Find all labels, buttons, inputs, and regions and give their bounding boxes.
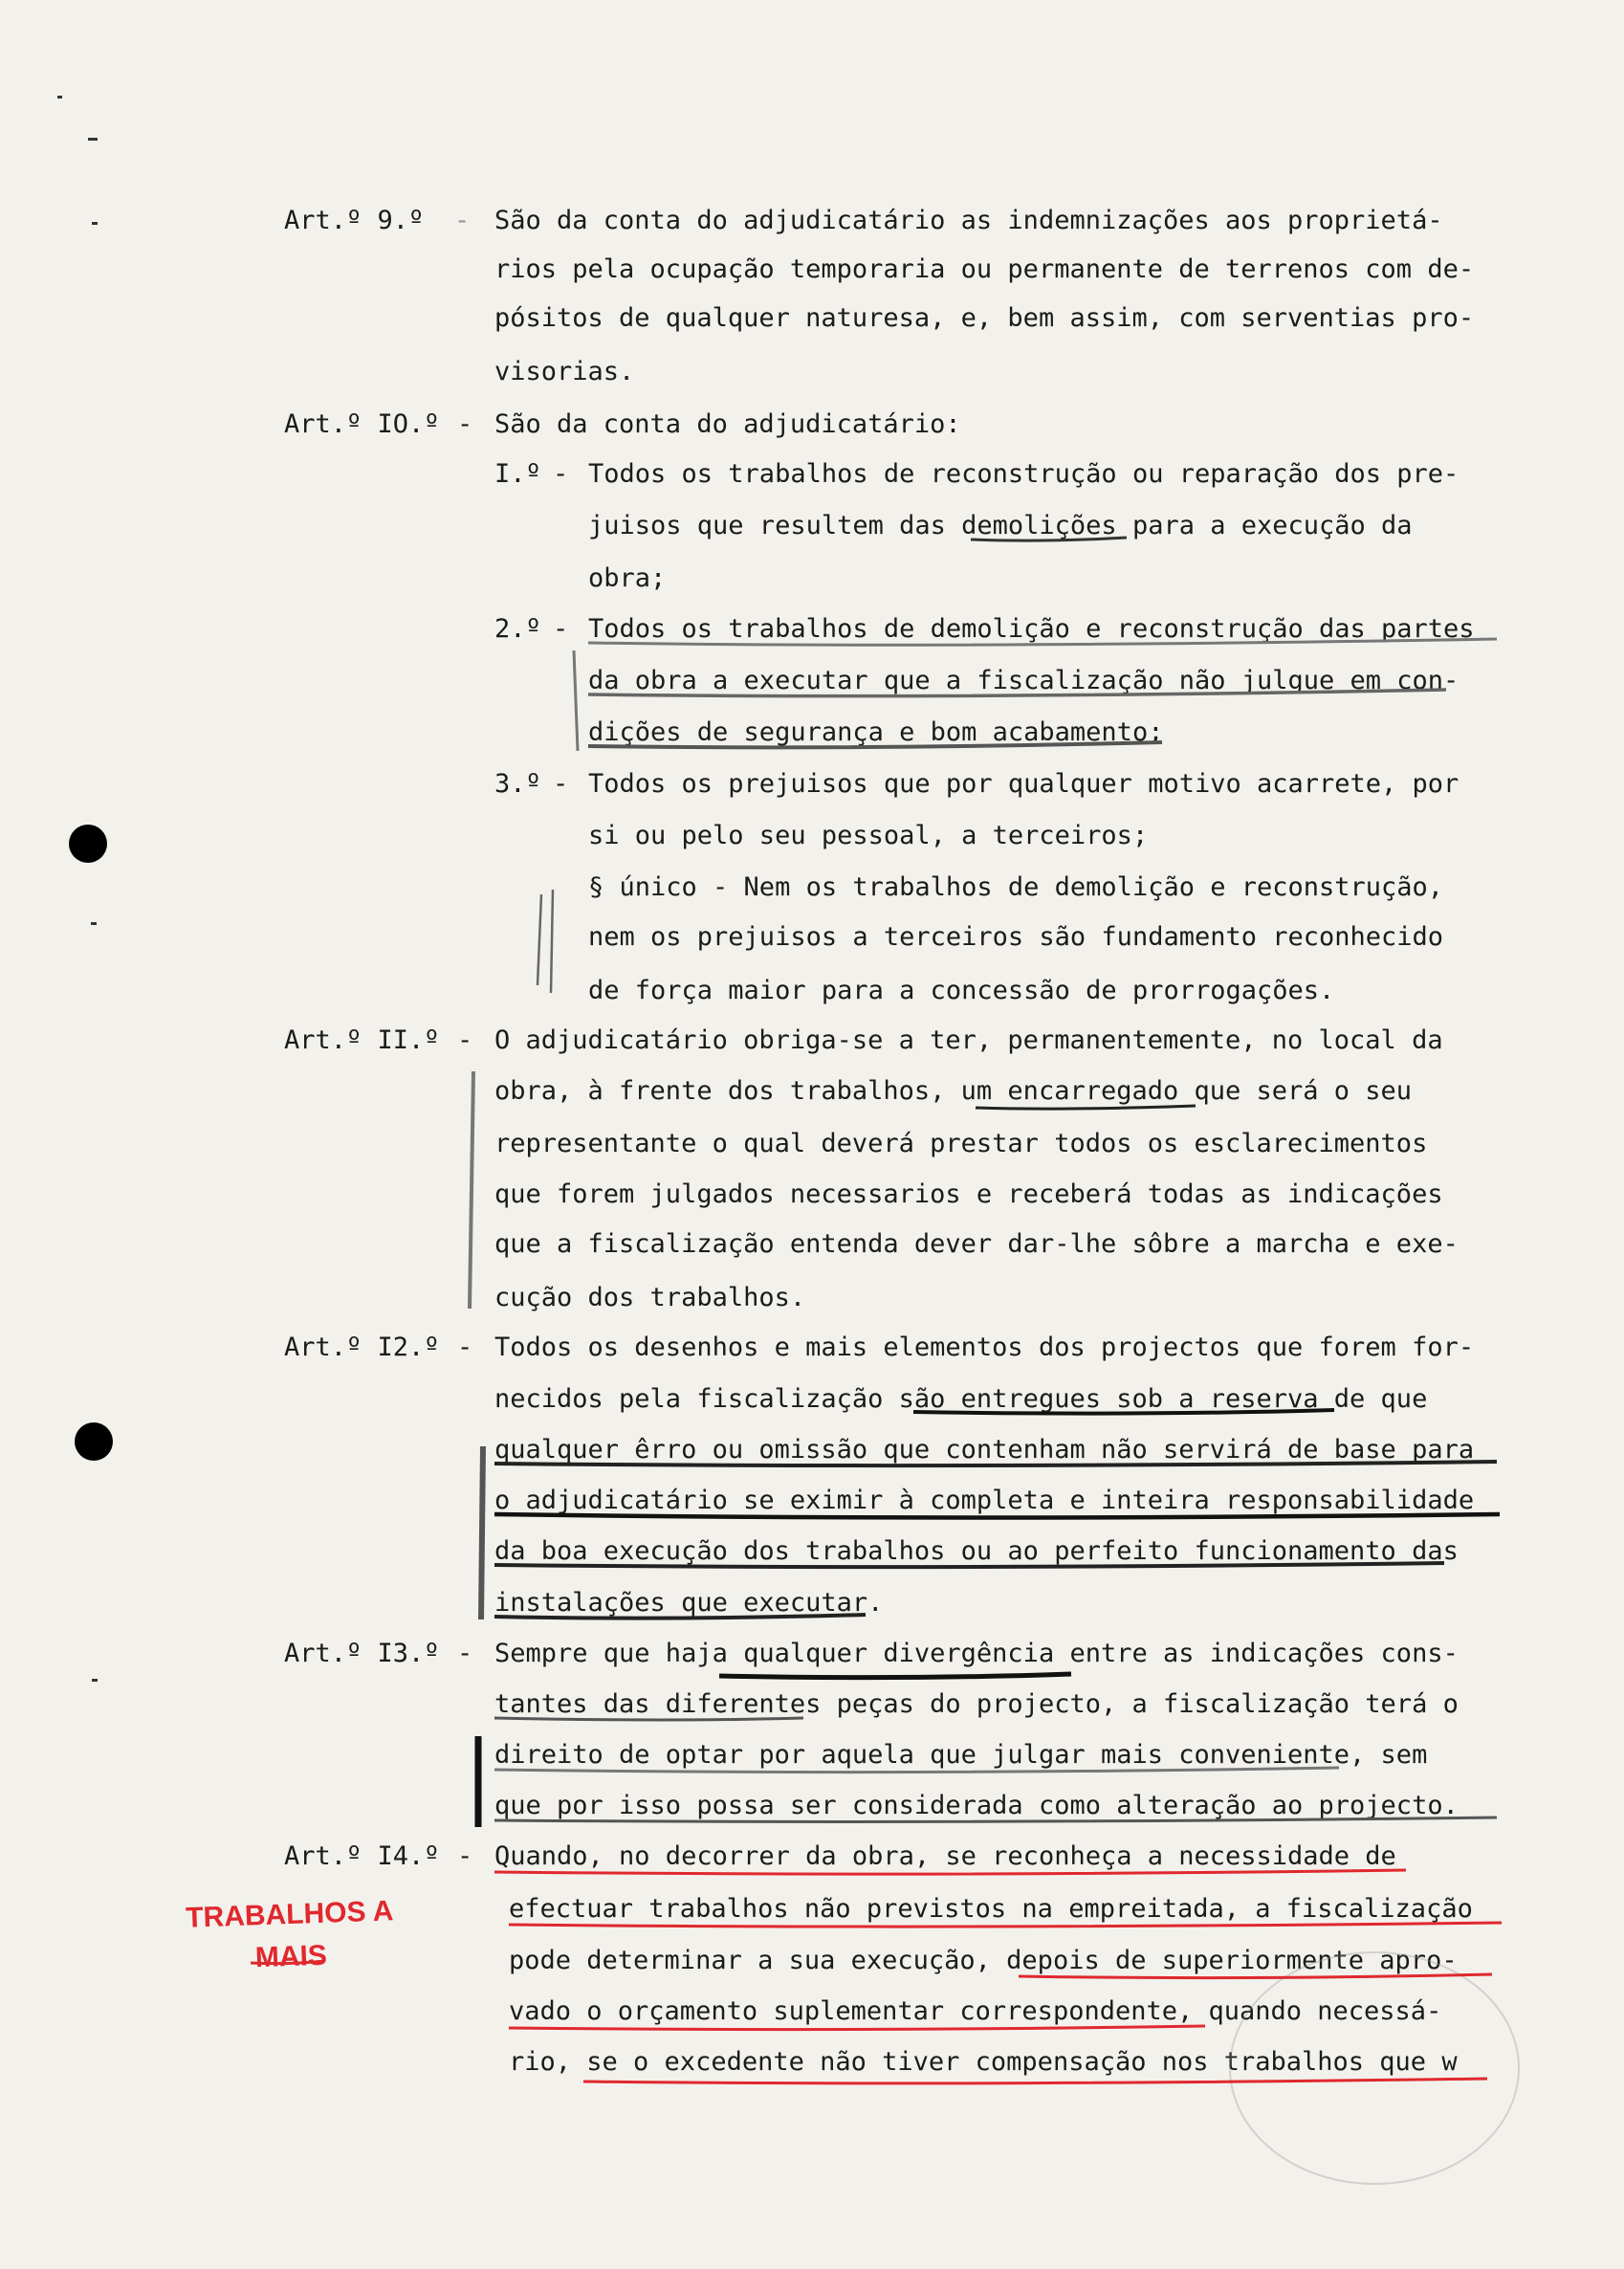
article-line: vado o orçamento suplementar correspondente, quando necessá- <box>509 1996 1442 2026</box>
item-line: Todos os trabalhos de reconstrução ou reparação dos pre- <box>588 459 1459 489</box>
article-line: o adjudicatário se eximir à completa e inteira responsabilidade <box>494 1486 1475 1515</box>
article-separator: - <box>457 409 473 439</box>
item-line: Todos os trabalhos de demolição e reconstrução das partes <box>588 614 1475 644</box>
punch-hole-bottom <box>75 1422 113 1461</box>
article-line: que forem julgados necessarios e receberá todas as indicações <box>494 1179 1443 1209</box>
article-line: qualquer êrro ou omissão que contenham não servirá de base para <box>494 1435 1475 1465</box>
article-label: Art.º I3.º <box>284 1639 440 1668</box>
article-line: que por isso possa ser considerada como alteração ao projecto. <box>494 1791 1459 1820</box>
article-line: efectuar trabalhos não previstos na empreitada, a fiscalização <box>509 1894 1473 1924</box>
article-line: pode determinar a sua execução, depois de superiormente apro- <box>509 1946 1458 1975</box>
item-separator: - <box>553 459 569 489</box>
scan-speck <box>92 1679 98 1682</box>
item-line: nem os prejuisos a terceiros são fundamento reconhecido <box>588 922 1444 952</box>
item-line: obra; <box>588 563 667 593</box>
article-line: da boa execução dos trabalhos ou ao perfeito funcionamento das <box>494 1536 1459 1566</box>
article-separator: - <box>457 1841 473 1871</box>
article-line: cução dos trabalhos. <box>494 1283 806 1312</box>
article-line: direito de optar por aquela que julgar mais conveniente, sem <box>494 1740 1428 1770</box>
scan-speck <box>91 922 97 925</box>
faint-stamp <box>1229 1951 1520 2185</box>
scan-speck <box>88 138 98 141</box>
item-separator: - <box>553 769 569 799</box>
article-line: que a fiscalização entenda dever dar-lhe sôbre a marcha e exe- <box>494 1229 1459 1259</box>
item-separator: - <box>553 614 569 644</box>
article-label: Art.º IO.º <box>284 409 440 439</box>
article-line: rios pela ocupação temporaria ou permanente de terrenos com de- <box>494 254 1475 284</box>
margin-note-red: TRABALHOS A MAIS <box>185 1895 394 1974</box>
article-line: Quando, no decorrer da obra, se reconheça a necessidade de <box>494 1841 1396 1871</box>
scan-speck <box>92 222 98 225</box>
item-line: si ou pelo seu pessoal, a terceiros; <box>588 821 1149 850</box>
item-line: § único - Nem os trabalhos de demolição e reconstrução, <box>588 872 1444 902</box>
article-separator: - <box>457 1333 473 1362</box>
article-line: Todos os desenhos e mais elementos dos projectos que forem for- <box>494 1333 1475 1362</box>
article-line: tantes das diferentes peças do projecto, a fiscalização terá o <box>494 1689 1459 1719</box>
article-line: visorias. <box>494 357 635 386</box>
article-label: Art.º I2.º <box>284 1333 440 1362</box>
article-line: necidos pela fiscalização são entregues sob a reserva de que <box>494 1384 1428 1414</box>
article-separator: - <box>454 206 471 235</box>
article-line: instalações que executar. <box>494 1588 884 1618</box>
item-label: 3.º <box>494 769 541 799</box>
article-line: pósitos de qualquer naturesa, e, bem assim, com serventias pro- <box>494 303 1475 333</box>
article-line: Sempre que haja qualquer divergência entre as indicações cons- <box>494 1639 1459 1668</box>
article-label: Art.º II.º <box>284 1025 440 1055</box>
item-label: 2.º <box>494 614 541 644</box>
item-line: dições de segurança e bom acabamento; <box>588 717 1164 747</box>
item-line: juisos que resultem das demolições para a execução da <box>588 511 1413 540</box>
article-line: São da conta do adjudicatário: <box>494 409 961 439</box>
article-label: Art.º 9.º <box>284 206 425 235</box>
item-line: Todos os prejuisos que por qualquer motivo acarrete, por <box>588 769 1459 799</box>
article-line: obra, à frente dos trabalhos, um encarregado que será o seu <box>494 1076 1413 1106</box>
item-line: de força maior para a concessão de prorrogações. <box>588 976 1335 1005</box>
punch-hole-top <box>69 825 107 863</box>
article-line: representante o qual deverá prestar todos os esclarecimentos <box>494 1129 1428 1158</box>
article-label: Art.º I4.º <box>284 1841 440 1871</box>
item-label: I.º <box>494 459 541 489</box>
article-line: rio, se o excedente não tiver compensação nos trabalhos que w <box>509 2047 1458 2077</box>
article-separator: - <box>457 1639 473 1668</box>
scan-speck <box>57 96 62 99</box>
article-line: São da conta do adjudicatário as indemnizações aos proprietá- <box>494 206 1443 235</box>
article-separator: - <box>457 1025 473 1055</box>
article-line: O adjudicatário obriga-se a ter, permanentemente, no local da <box>494 1025 1443 1055</box>
item-line: da obra a executar que a fiscalização não julgue em con- <box>588 666 1459 695</box>
